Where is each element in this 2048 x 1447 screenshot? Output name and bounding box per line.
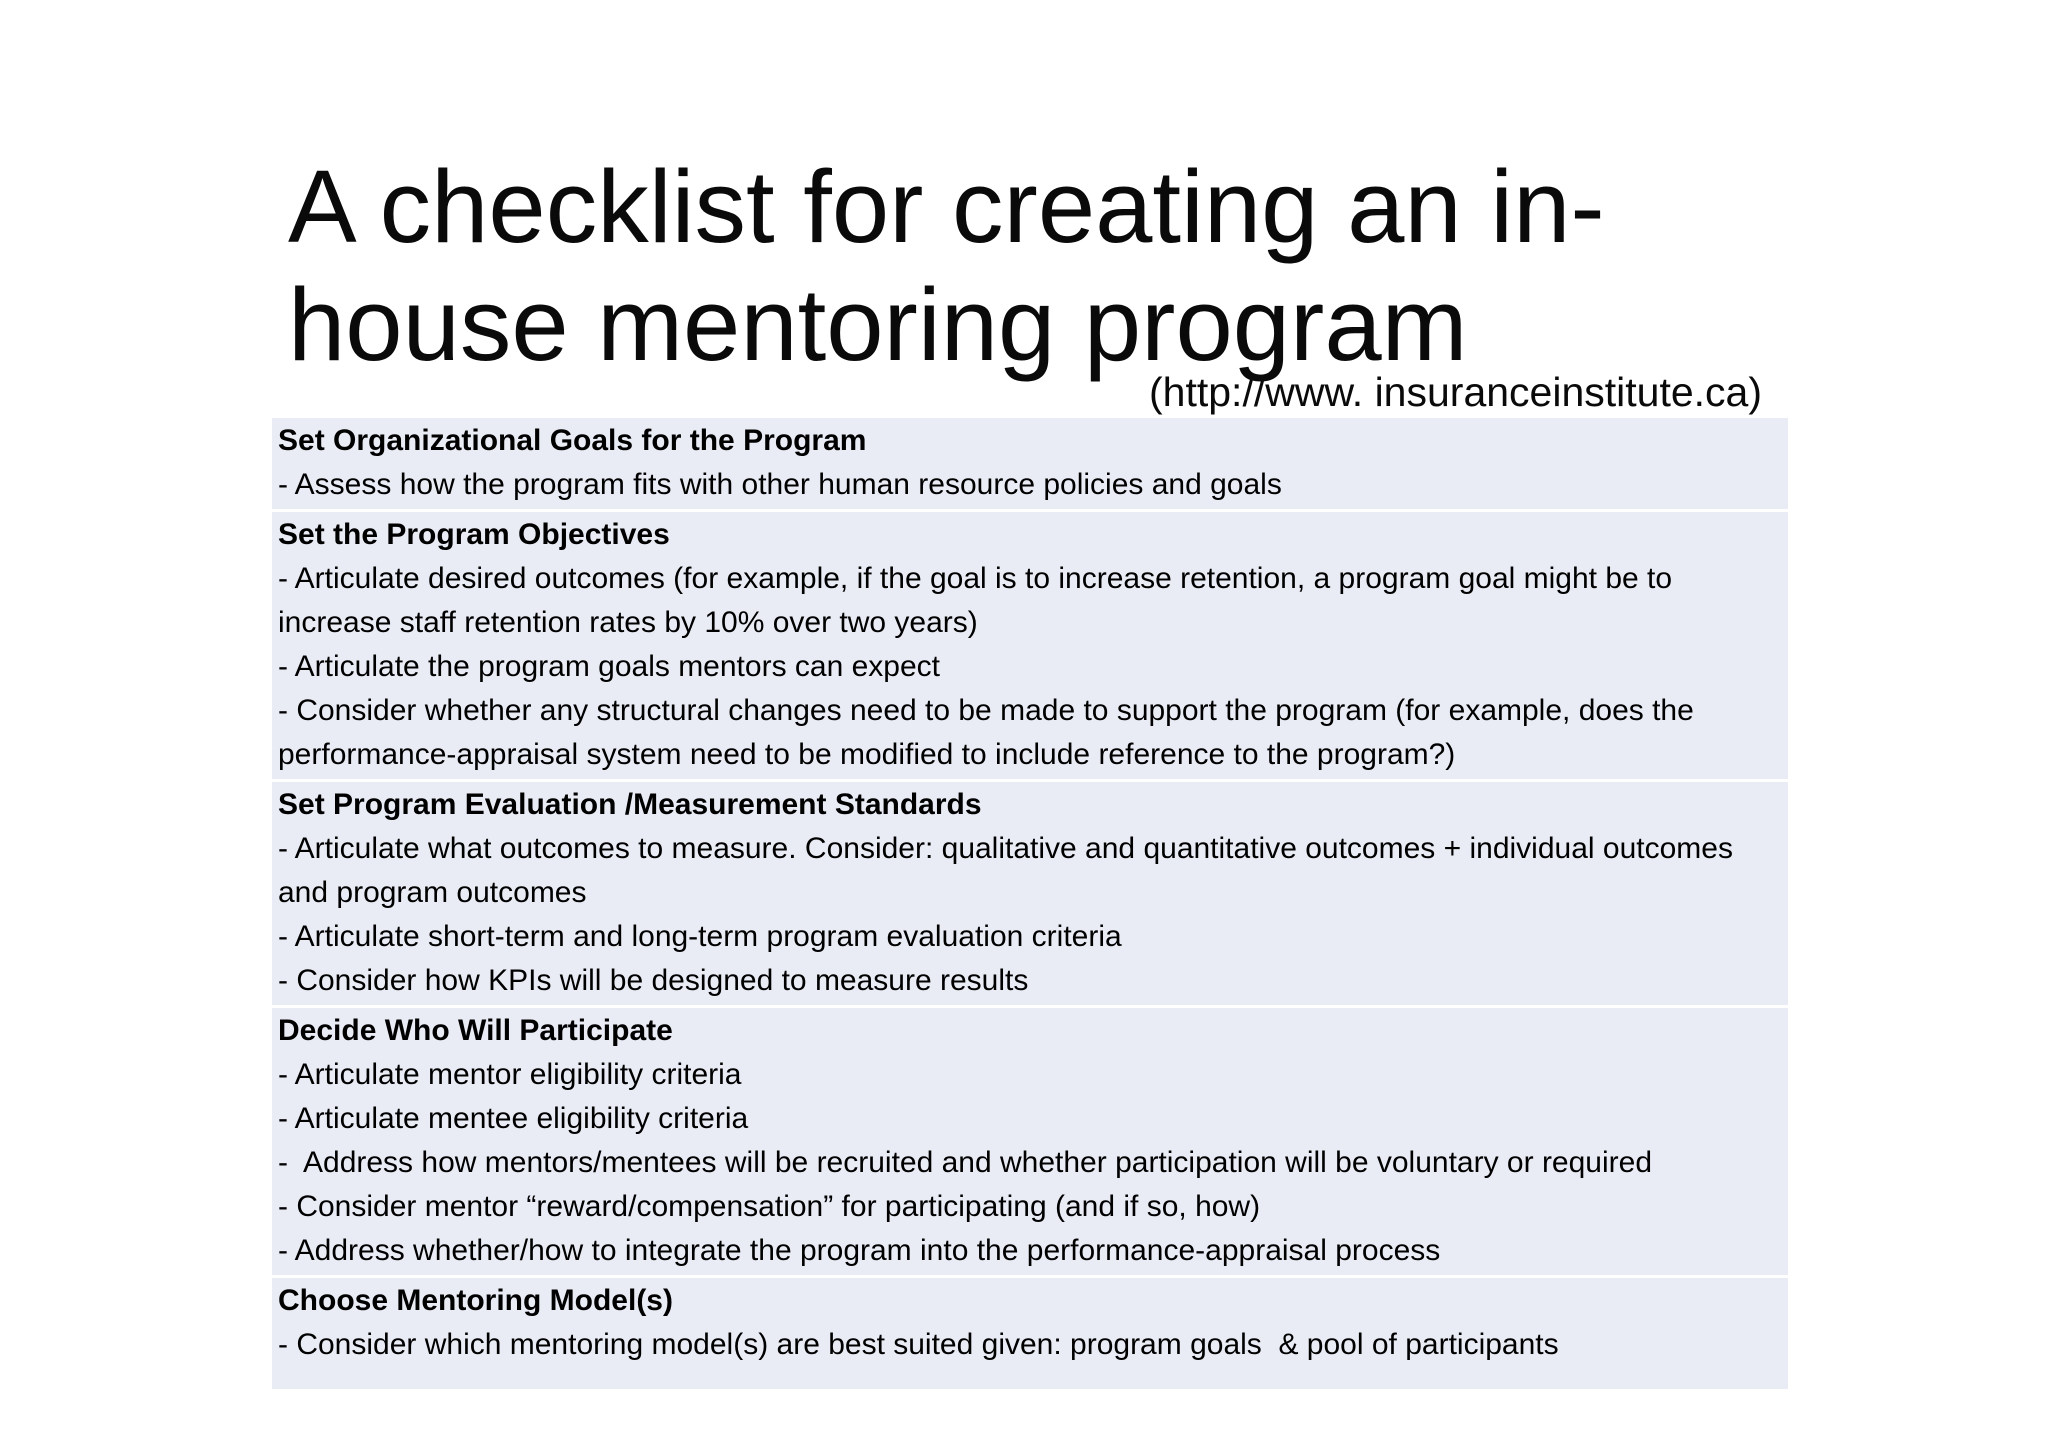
checklist-item: - Articulate mentor eligibility criteria	[278, 1058, 742, 1091]
checklist-section-mentoring-model	[272, 1278, 1788, 1389]
checklist-item: - Articulate mentee eligibility criteria	[278, 1102, 749, 1135]
checklist-table	[272, 418, 1788, 1389]
checklist-item: - Articulate what outcomes to measure. Consider: qualitative and quantitative outcomes + individual outcomes and program outcomes	[278, 832, 1742, 909]
section-heading: Choose Mentoring Model(s)	[278, 1284, 673, 1317]
checklist-section-program-objectives	[272, 512, 1788, 782]
checklist-item: - Address whether/how to integrate the program into the performance-appraisal process	[278, 1234, 1441, 1267]
page-title	[288, 148, 1788, 384]
section-heading: Decide Who Will Participate	[278, 1014, 673, 1047]
title-line-1: A checklist for creating an in-	[288, 149, 1605, 264]
section-heading: Set Organizational Goals for the Program	[278, 424, 867, 457]
checklist-section-evaluation-standards	[272, 782, 1788, 1008]
section-heading: Set the Program Objectives	[278, 518, 670, 551]
checklist-item: - Address how mentors/mentees will be recruited and whether participation will be voluntary or required	[278, 1146, 1653, 1179]
checklist-item: - Consider which mentoring model(s) are best suited given: program goals & pool of participants	[278, 1328, 1559, 1361]
checklist-item: - Articulate the program goals mentors can expect	[278, 650, 940, 683]
title-line-2: house mentoring program	[288, 267, 1468, 382]
checklist-item: - Articulate desired outcomes (for example, if the goal is to increase retention, a program goal might be to increase staff retention rates by 10% over two years)	[278, 562, 1681, 639]
checklist-section-organizational-goals	[272, 418, 1788, 512]
checklist-item: - Articulate short-term and long-term program evaluation criteria	[278, 920, 1122, 953]
source-citation: (http://www. insuranceinstitute.ca)	[1149, 369, 1762, 415]
checklist-item: - Consider whether any structural changes need to be made to support the program (for example, does the performance-appraisal system need to be modified to include reference to the program?)	[278, 694, 1703, 771]
checklist-item: - Consider mentor “reward/compensation” for participating (and if so, how)	[278, 1190, 1261, 1223]
section-heading: Set Program Evaluation /Measurement Standards	[278, 788, 982, 821]
checklist-item: - Assess how the program fits with other human resource policies and goals	[278, 468, 1282, 501]
checklist-item: - Consider how KPIs will be designed to measure results	[278, 964, 1029, 997]
checklist-section-participants	[272, 1008, 1788, 1278]
